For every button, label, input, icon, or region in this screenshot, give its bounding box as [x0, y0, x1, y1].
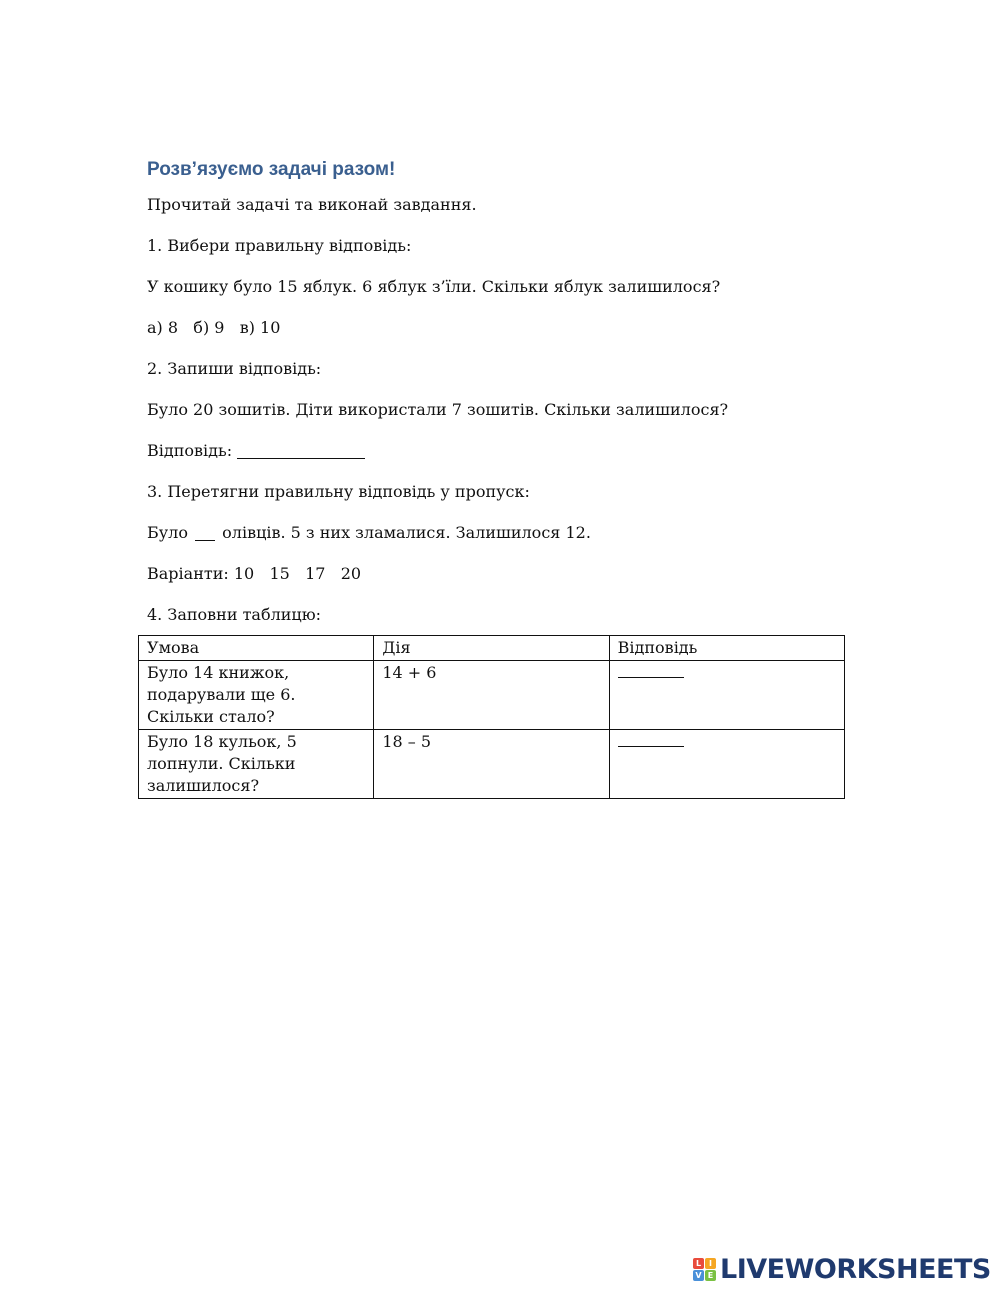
- table-cell-answer: [609, 730, 844, 799]
- answer-table: [138, 635, 845, 799]
- task2-answer-row: [147, 440, 847, 462]
- table-cell-action: 14 + 6: [374, 661, 609, 730]
- table-cell-action: 18 – 5: [374, 730, 609, 799]
- logo-badge-icon: [693, 1258, 716, 1281]
- logo-badge-letter: L: [693, 1258, 704, 1269]
- task3-drop-blank[interactable]: [195, 524, 215, 541]
- logo-wordmark: LIVEWORKSHEETS: [720, 1254, 991, 1285]
- task1-heading: 1. Вибери правильну відповідь:: [147, 236, 412, 255]
- table-cell-condition: Було 18 кульок, 5 лопнули. Скільки залишилося?: [139, 730, 374, 799]
- task1-question: У кошику було 15 яблук. 6 яблук з’їли. Скільки яблук залишилося?: [147, 277, 721, 296]
- task2-heading: 2. Запиши відповідь:: [147, 359, 322, 378]
- table-header-row: [139, 636, 845, 661]
- logo-badge-letter: I: [705, 1258, 716, 1269]
- column-header-answer: Відповідь: [609, 636, 844, 661]
- task1-options[interactable]: а) 8 б) 9 в) 10: [147, 318, 281, 337]
- task4-heading: 4. Заповни таблицю:: [147, 605, 322, 624]
- table-row: [139, 730, 845, 799]
- table-row: [139, 661, 845, 730]
- task2-answer-blank[interactable]: [237, 442, 365, 459]
- column-header-action: Дія: [374, 636, 609, 661]
- column-header-condition: Умова: [139, 636, 374, 661]
- logo-badge-letter: E: [705, 1270, 716, 1281]
- task3-variants[interactable]: Варіанти: 10 15 17 20: [147, 564, 362, 583]
- task3-question: [147, 522, 847, 544]
- task2-answer-label: Відповідь:: [147, 441, 238, 460]
- liveworksheets-logo: [693, 1254, 991, 1285]
- intro-text: Прочитай задачі та виконай завдання.: [147, 195, 477, 214]
- logo-badge-letter: V: [693, 1270, 704, 1281]
- task3-question-end: олівців. 5 з них зламалися. Залишилося 12.: [217, 523, 591, 542]
- table-answer-blank[interactable]: [618, 732, 684, 747]
- task2-question: Було 20 зошитів. Діти використали 7 зошитів. Скільки залишилося?: [147, 400, 729, 419]
- table-cell-condition: Було 14 книжок, подарували ще 6. Скільки стало?: [139, 661, 374, 730]
- task3-heading: 3. Перетягни правильну відповідь у пропуск:: [147, 482, 530, 501]
- page-title: Розв’язуємо задачі разом!: [147, 159, 396, 180]
- task3-question-start: Було: [147, 523, 194, 542]
- worksheet: [147, 156, 847, 645]
- table-answer-blank[interactable]: [618, 663, 684, 678]
- table-cell-answer: [609, 661, 844, 730]
